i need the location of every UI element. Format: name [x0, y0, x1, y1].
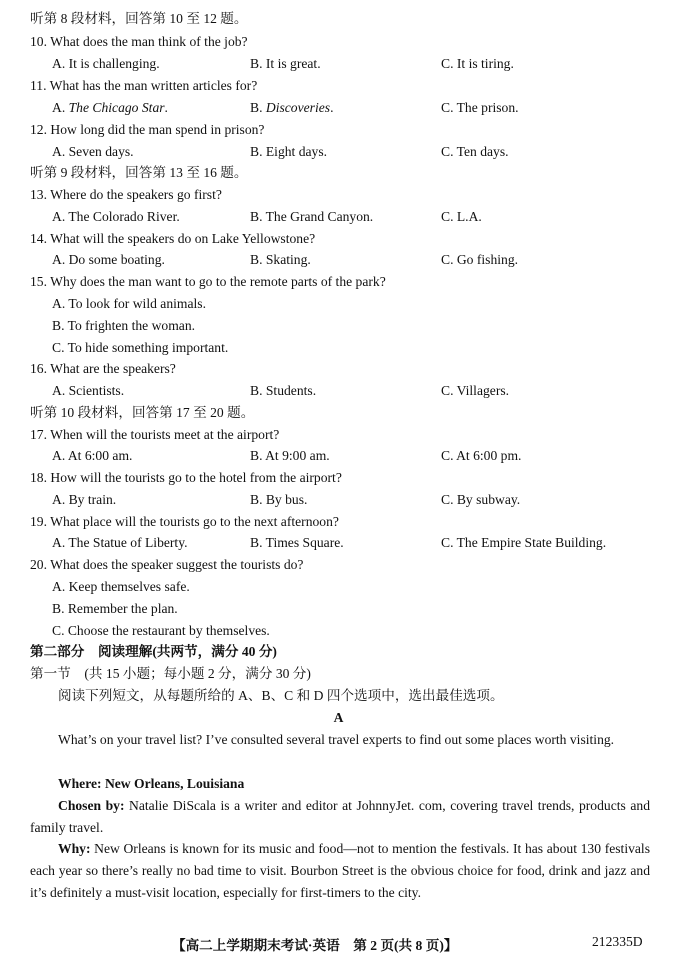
q10-option-b: B. It is great. [250, 56, 321, 71]
q13-option-c: C. L.A. [441, 209, 482, 224]
question-12: 12. How long did the man spend in prison? [30, 122, 265, 137]
section-8-heading: 听第 8 段材料，回答第 10 至 12 题。 [30, 11, 248, 26]
question-15: 15. Why does the man want to go to the remote parts of the park? [30, 274, 386, 289]
question-19: 19. What place will the tourists go to the next afternoon? [30, 514, 339, 529]
q18-option-a: A. By train. [52, 492, 117, 507]
q18-option-c: C. By subway. [441, 492, 521, 507]
passage-chosen-by: Chosen by: Natalie DiScala is a writer and editor at JohnnyJet. com, covering travel trends, products and family travel. [30, 798, 650, 835]
q11-option-b: B. Discoveries. [250, 100, 334, 115]
q20-option-c: C. Choose the restaurant by themselves. [52, 623, 270, 638]
q17-option-a: A. At 6:00 am. [52, 448, 133, 463]
q10-option-a: A. It is challenging. [52, 56, 160, 71]
q19-option-b: B. Times Square. [250, 535, 344, 550]
chosen-by-label: Chosen by: [58, 798, 125, 813]
q15-option-a: A. To look for wild animals. [52, 296, 206, 311]
q14-option-c: C. Go fishing. [441, 252, 519, 267]
question-20: 20. What does the speaker suggest the tourists do? [30, 557, 304, 572]
q12-option-a: A. Seven days. [52, 144, 134, 159]
q17-option-b: B. At 9:00 am. [250, 448, 330, 463]
question-10: 10. What does the man think of the job? [30, 34, 248, 49]
question-13: 13. Where do the speakers go first? [30, 187, 222, 202]
q10-option-c: C. It is tiring. [441, 56, 514, 71]
question-11: 11. What has the man written articles for? [30, 78, 258, 93]
q11-option-a: A. The Chicago Star. [52, 100, 168, 115]
why-label: Why: [58, 841, 91, 856]
where-label: Where: [58, 776, 102, 791]
q16-option-b: B. Students. [250, 383, 317, 398]
q16-option-a: A. Scientists. [52, 383, 125, 398]
q11-option-c: C. The prison. [441, 100, 519, 115]
q19-option-c: C. The Empire State Building. [441, 535, 607, 550]
q11-option-a-title: The Chicago Star [68, 100, 165, 115]
q12-option-c: C. Ten days. [441, 144, 509, 159]
q19-option-a: A. The Statue of Liberty. [52, 535, 188, 550]
q17-option-c: C. At 6:00 pm. [441, 448, 522, 463]
reading-instruction: 阅读下列短文，从每题所给的 A、B、C 和 D 四个选项中，选出最佳选项。 [58, 688, 504, 703]
question-16: 16. What are the speakers? [30, 361, 176, 376]
q13-option-a: A. The Colorado River. [52, 209, 180, 224]
passage-intro: What’s on your travel list? I’ve consulted several travel experts to find out some places worth visiting. [58, 732, 615, 747]
q13-option-b: B. The Grand Canyon. [250, 209, 374, 224]
exam-code: 212335D [592, 934, 643, 949]
question-18: 18. How will the tourists go to the hotel from the airport? [30, 470, 342, 485]
q12-option-b: B. Eight days. [250, 144, 328, 159]
q14-option-a: A. Do some boating. [52, 252, 165, 267]
question-14: 14. What will the speakers do on Lake Yellowstone? [30, 231, 316, 246]
q20-option-b: B. Remember the plan. [52, 601, 178, 616]
q18-option-b: B. By bus. [250, 492, 308, 507]
section-1-heading: 第一节 (共 15 小题；每小题 2 分，满分 30 分) [30, 666, 311, 681]
q15-option-c: C. To hide something important. [52, 340, 229, 355]
q20-option-a: A. Keep themselves safe. [52, 579, 190, 594]
question-17: 17. When will the tourists meet at the airport? [30, 427, 280, 442]
section-10-heading: 听第 10 段材料，回答第 17 至 20 题。 [30, 405, 255, 420]
passage-why: Why: New Orleans is known for its music and food—not to mention the festivals. It has about 130 festivals each year so there’s really no bad time to visit. Bourbon Street is the obvious choice for food, drink and jazz and it’s definitely a must-visit location, especially for first-timers to the city. [30, 841, 650, 900]
passage-where: Where: New Orleans, Louisiana [58, 776, 245, 791]
section-9-heading: 听第 9 段材料，回答第 13 至 16 题。 [30, 165, 248, 180]
q15-option-b: B. To frighten the woman. [52, 318, 196, 333]
q16-option-c: C. Villagers. [441, 383, 510, 398]
q11-option-b-title: Discoveries [265, 100, 331, 115]
passage-label: A [333, 710, 344, 725]
q14-option-b: B. Skating. [250, 252, 311, 267]
page-footer: 【高二上学期期末考试·英语 第 2 页(共 8 页)】 [172, 938, 458, 953]
part-2-title: 第二部分 阅读理解(共两节，满分 40 分) [30, 644, 277, 659]
